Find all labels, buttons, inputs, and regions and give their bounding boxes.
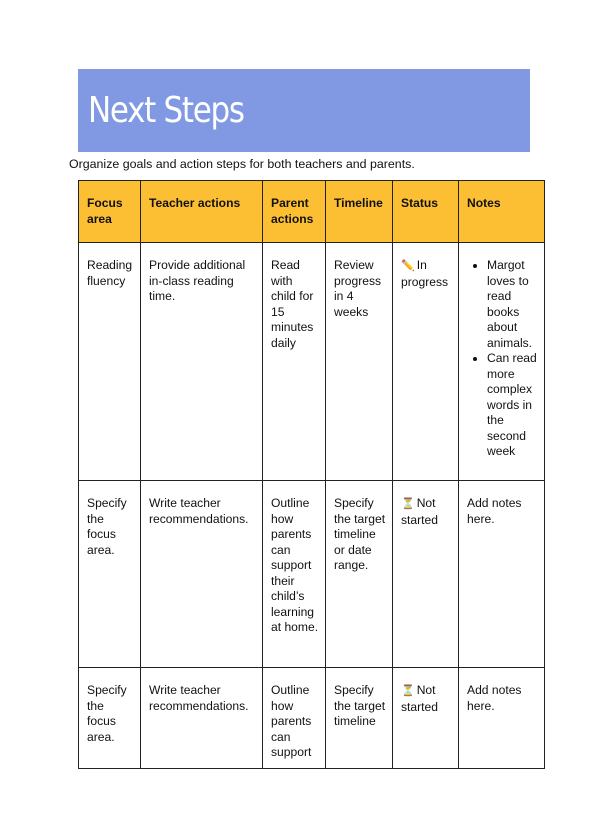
header-focus-area: Focus area	[79, 181, 141, 243]
header-notes: Notes	[459, 181, 545, 243]
cell-parent[interactable]: Read with child for 15 minutes daily	[263, 243, 326, 481]
notes-list	[467, 258, 538, 460]
cell-status[interactable]	[393, 243, 459, 481]
cell-focus[interactable]: Reading fluency	[79, 243, 141, 481]
table-row	[79, 668, 545, 769]
cell-notes[interactable]	[459, 243, 545, 481]
page-title: Next Steps	[88, 90, 244, 131]
cell-parent[interactable]: Outline how parents can support	[263, 668, 326, 769]
status-text: In progress	[401, 258, 449, 289]
header-timeline: Timeline	[326, 181, 393, 243]
header-parent-actions: Parent actions	[263, 181, 326, 243]
cell-status[interactable]	[393, 481, 459, 668]
cell-teacher[interactable]: Provide additional in-class reading time.	[141, 243, 263, 481]
cell-notes[interactable]: Add notes here.	[459, 668, 545, 769]
table-row	[79, 481, 545, 668]
cell-parent[interactable]: Outline how parents can support their child’s learning at home.	[263, 481, 326, 668]
hourglass-icon: ⏳	[401, 498, 415, 510]
cell-focus[interactable]: Specify the focus area.	[79, 481, 141, 668]
cell-teacher[interactable]: Write teacher recommendations.	[141, 668, 263, 769]
hourglass-icon: ⏳	[401, 685, 415, 697]
cell-timeline[interactable]: Review progress in 4 weeks	[326, 243, 393, 481]
table-header-row	[79, 181, 545, 243]
cell-timeline[interactable]: Specify the target timeline or date range.	[326, 481, 393, 668]
cell-timeline[interactable]: Specify the target timeline	[326, 668, 393, 769]
status-text: Not started	[401, 496, 438, 527]
cell-focus[interactable]: Specify the focus area.	[79, 668, 141, 769]
list-item: • Can read more complex words in the second week	[487, 351, 538, 460]
cell-status[interactable]	[393, 668, 459, 769]
title-banner	[78, 69, 530, 152]
list-item: • Margot loves to read books about animals.	[487, 258, 538, 351]
next-steps-table	[78, 180, 545, 769]
status-text: Not started	[401, 683, 438, 714]
header-status: Status	[393, 181, 459, 243]
pencil-icon: ✏️	[401, 260, 415, 272]
cell-notes[interactable]: Add notes here.	[459, 481, 545, 668]
page-subtitle: Organize goals and action steps for both teachers and parents.	[69, 157, 415, 171]
cell-teacher[interactable]: Write teacher recommendations.	[141, 481, 263, 668]
table-row	[79, 243, 545, 481]
header-teacher-actions: Teacher actions	[141, 181, 263, 243]
